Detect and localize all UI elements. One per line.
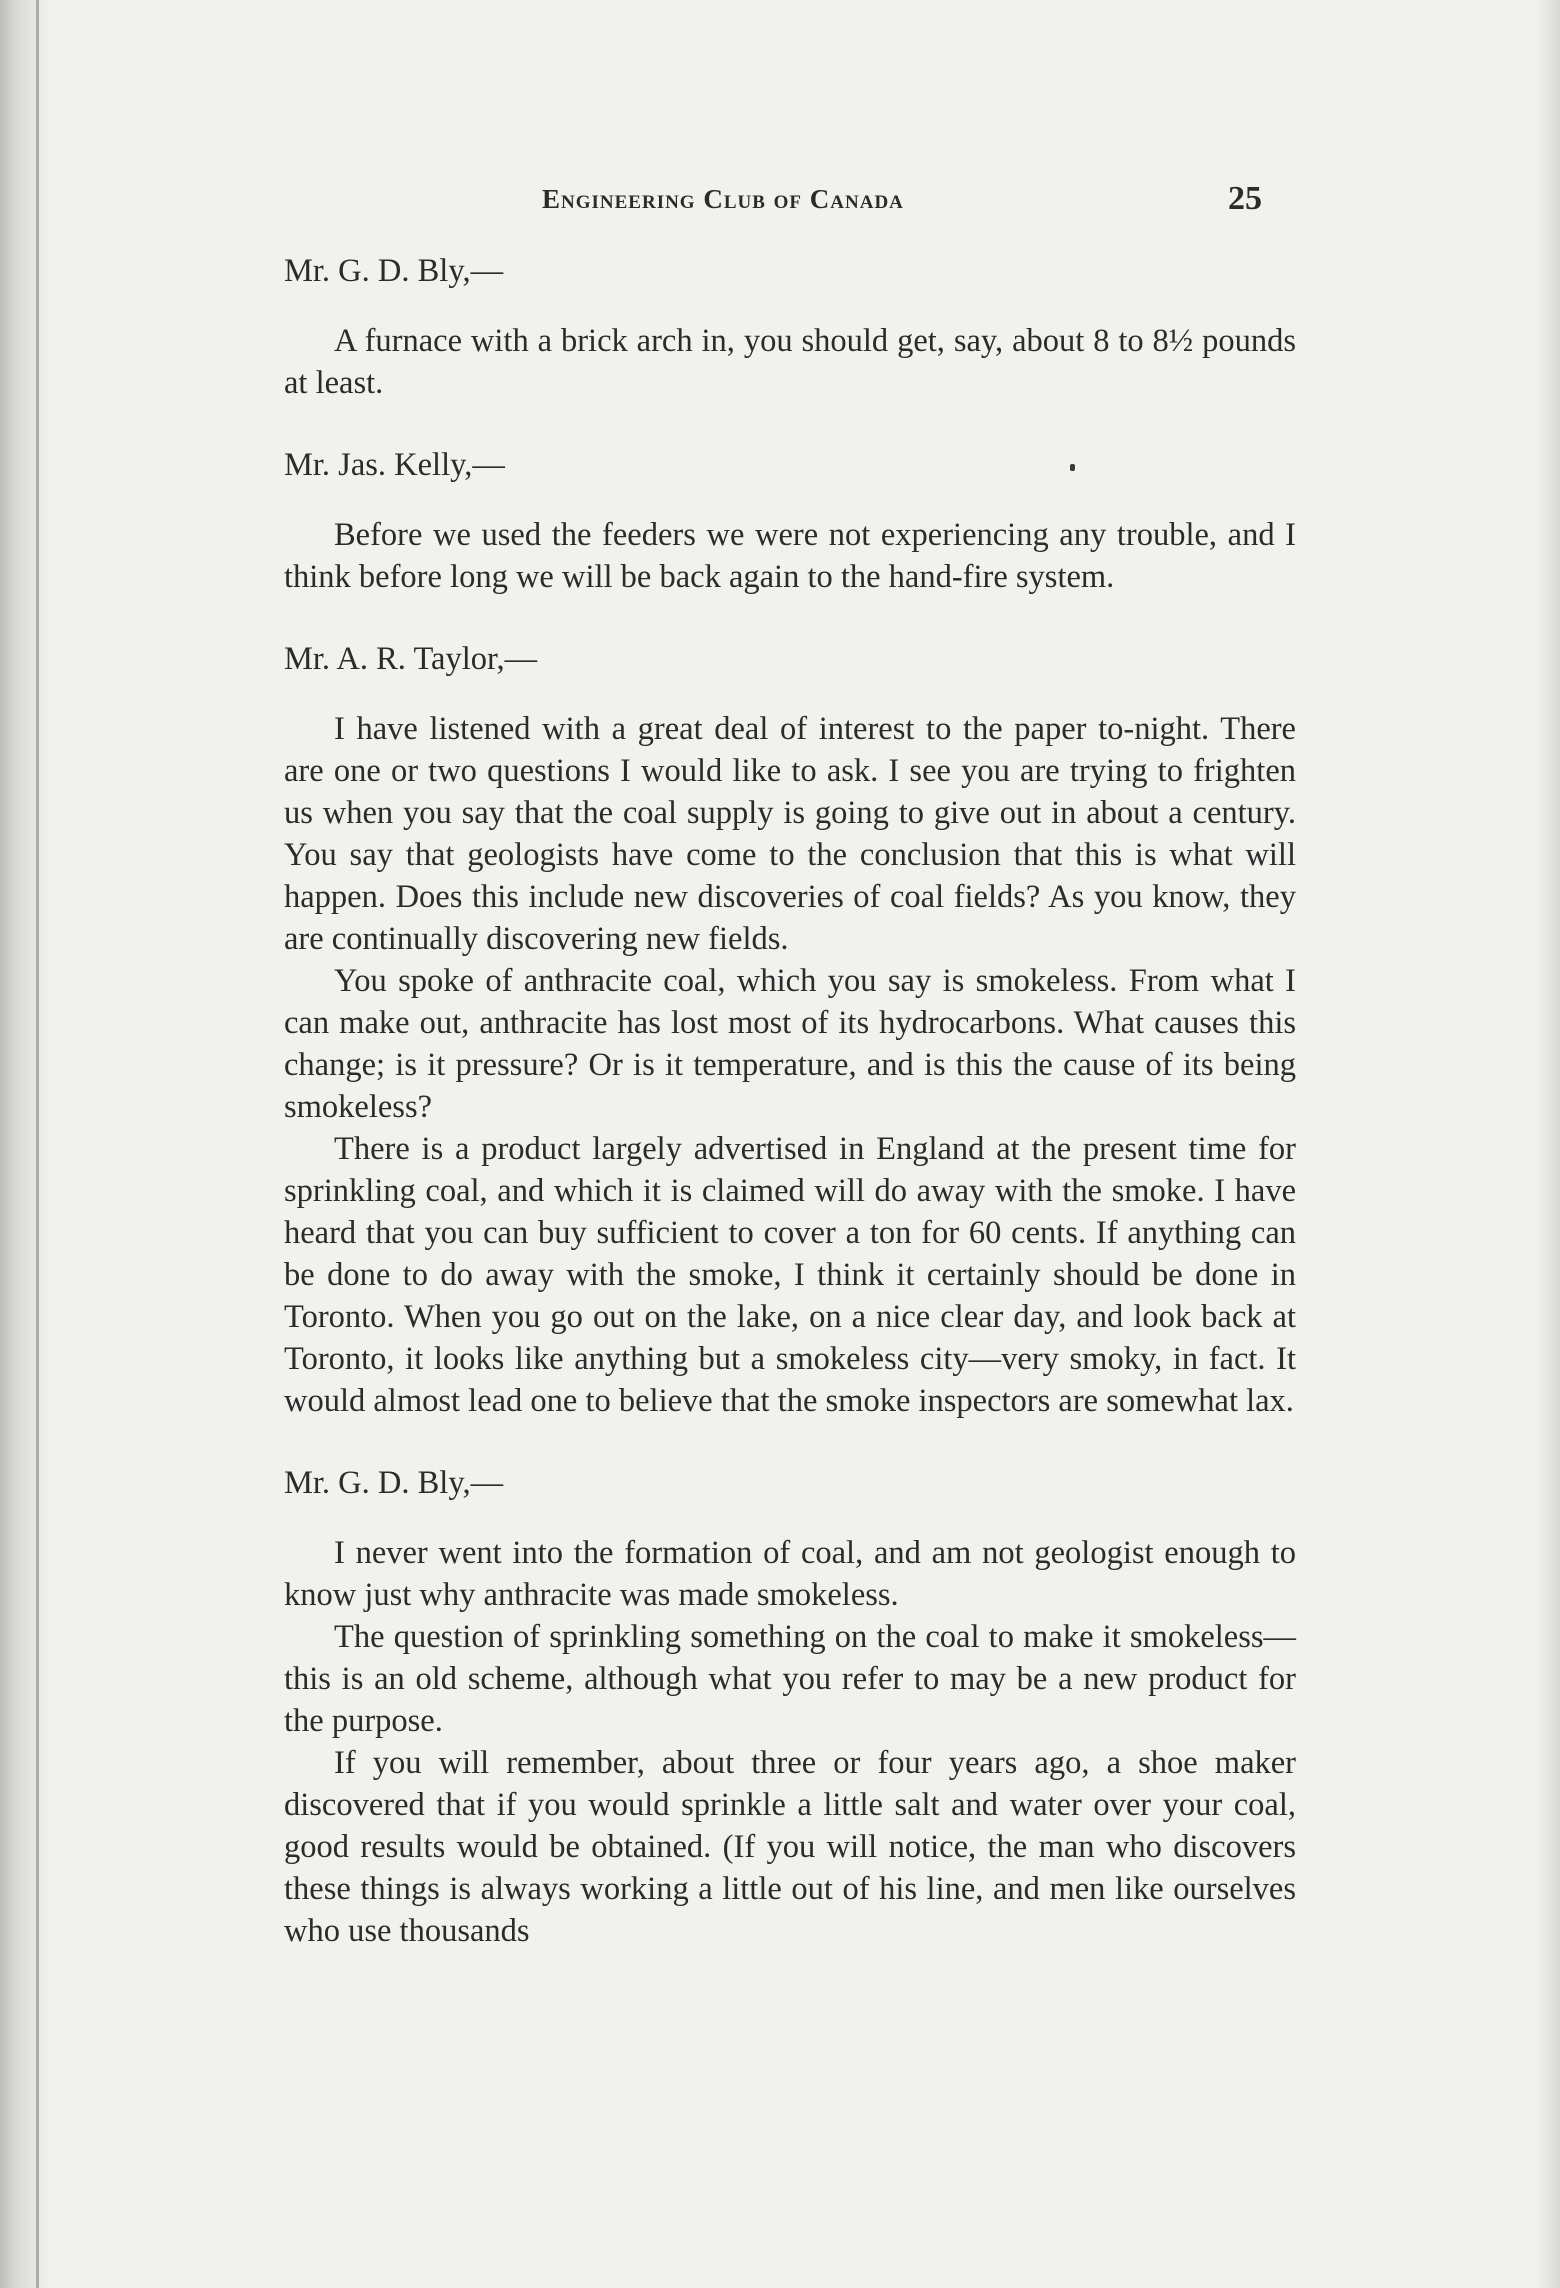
binding-edge-line bbox=[36, 0, 39, 2288]
page-edge-shadow bbox=[1536, 0, 1560, 2288]
running-head: Engineering Club of Canada bbox=[542, 184, 904, 214]
speaker-name: Mr. G. D. Bly,— bbox=[284, 1465, 504, 1501]
speaker-block bbox=[284, 250, 1296, 404]
binding-gutter bbox=[0, 0, 48, 2288]
paragraph: You spoke of anthracite coal, which you say is smokeless. From what I can make out, anthracite has lost most of its hydrocarbons. What causes this change; is it pressure? Or is it temperature, and is this the cause of its being smokeless? bbox=[284, 963, 1296, 1125]
page-header bbox=[286, 180, 1286, 228]
paragraph: If you will remember, about three or four years ago, a shoe maker discovered that if you would sprinkle a little salt and water over your coal, good results would be obtained. (If you will notice, the man who discovers these things is always working a little out of his line, and men like ourselves who use thousands bbox=[284, 1745, 1296, 1949]
speaker-name: Mr. G. D. Bly,— bbox=[284, 253, 504, 289]
speaker-block bbox=[284, 638, 1296, 1422]
speaker-block bbox=[284, 444, 1296, 598]
paragraph: A furnace with a brick arch in, you should get, say, about 8 to 8½ pounds at least. bbox=[284, 323, 1296, 401]
body-text bbox=[284, 250, 1296, 1952]
paragraph: I have listened with a great deal of interest to the paper to-night. There are one or two questions I would like to ask. I see you are trying to frighten us when you say that the coal supply is going to give out in about a century. You say that geologists have come to the conclusion that this is what will happen. Does this include new discoveries of coal fields? As you know, they are continually discovering new fields. bbox=[284, 711, 1296, 957]
speaker-name: Mr. Jas. Kelly,— bbox=[284, 447, 505, 483]
paragraph: The question of sprinkling something on the coal to make it smokeless—this is an old scheme, although what you refer to may be a new product for the purpose. bbox=[284, 1619, 1296, 1739]
paragraph: I never went into the formation of coal, and am not geologist enough to know just why anthracite was made smokeless. bbox=[284, 1535, 1296, 1613]
paragraph: There is a product largely advertised in England at the present time for sprinkling coal, and which it is claimed will do away with the smoke. I have heard that you can buy sufficient to cover a ton for 60 cents. If anything can be done to do away with the smoke, I think it certainly should be done in Toronto. When you go out on the lake, on a nice clear day, and look back at Toronto, it looks like anything but a smokeless city—very smoky, in fact. It would almost lead one to believe that the smoke inspectors are somewhat lax. bbox=[284, 1131, 1296, 1419]
speaker-name: Mr. A. R. Taylor,— bbox=[284, 641, 538, 677]
paragraph: Before we used the feeders we were not experiencing any trouble, and I think before long we will be back again to the hand-fire system. bbox=[284, 517, 1296, 595]
speaker-block bbox=[284, 1462, 1296, 1952]
page-number: 25 bbox=[1228, 180, 1262, 217]
